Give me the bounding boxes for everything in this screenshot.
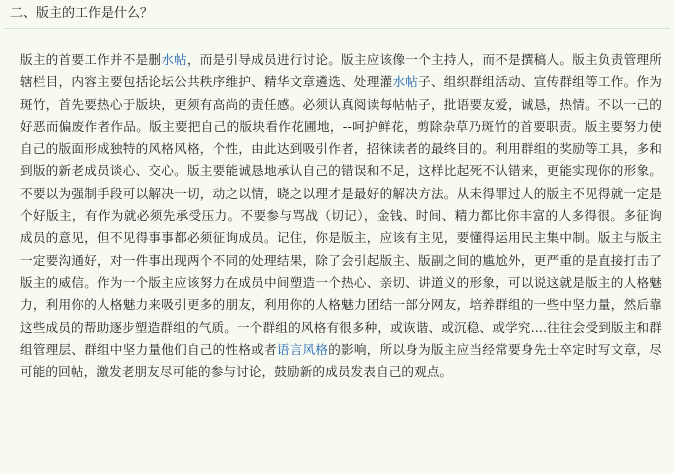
- article-paragraph: [4, 49, 670, 383]
- link-water-post-1[interactable]: 水帖: [161, 52, 187, 67]
- link-water-post-2[interactable]: 水帖: [392, 74, 419, 90]
- text-segment-2: ，而是引导成员进行讨论。版主应该像一个主持人，而不是撰稿人。版主负责管理所辖栏目，内容主要包括论坛公共秩序维护、精华文章遴选、处理灌: [20, 52, 662, 90]
- section-heading: 二、版主的工作是什么？: [4, 0, 670, 29]
- text-segment-3: 子、组织群组活动、宣传群组等工作。作为斑竹，首先要热心于版块，更须有高尚的责任感。必须认真阅读每帖帖子，批语要友爱，诚恳，热情。不以一己的好恶而偏废作者作品。版主要把自己的版块看作花圃地，--呵护鲜花，剪除杂草乃斑竹的首要职责。版主要努力使自己的版面形成独特的风格风格，个性，由此达到吸引作者，招徕读者的最终目的。利用群组的奖励等工具，多和到版的新老成员谈心、交心。版主要能诚恳地承认自己的错误和不足，这样比起死不认错来，更能实现你的形象。不要以为强制手段可以解决一切，动之以情，晓之以理才是最好的解决方法。从未得罪过人的版主不见得就一定是个好版主，有作为就必须先承受压力。不要参与骂战（切记），金钱、时间、精力都比你丰富的人多得很。多征询成员的意见，但不见得事事都必须征询成员。记住，你是版主，应该有主见，要懂得运用民主集中制。版主与版主一定要沟通好，对一件事出现两个不同的处理结果，除了会引起版主、版副之间的尴尬外，更严重的是直接打击了版主的威信。作为一个版主应该努力在成员中间塑造一个热心、亲切、讲道义的形象，可以说这就是版主的人格魅力，利用你的人格魅力来吸引更多的朋友，利用你的人格魅力团结一部分网友，培养群组的一些中坚力量，然后靠这些成员的帮助逐步塑造群组的气质。一个群组的风格有很多种，或诙谐、或沉稳、或学究....往往会受到版主和群组管理层、群组中坚力量他们自己的性格或者: [20, 74, 662, 357]
- link-language-style[interactable]: 语言风格: [276, 341, 329, 357]
- text-segment-1: 版主的首要工作并不是删: [20, 52, 162, 67]
- text-segment-4: 的影响，所以身为版主应当经常要身先士卒定时写文章，尽可能的回帖，激发老朋友尽可能的参与讨论，鼓励新的成员发表自己的观点。: [20, 341, 663, 380]
